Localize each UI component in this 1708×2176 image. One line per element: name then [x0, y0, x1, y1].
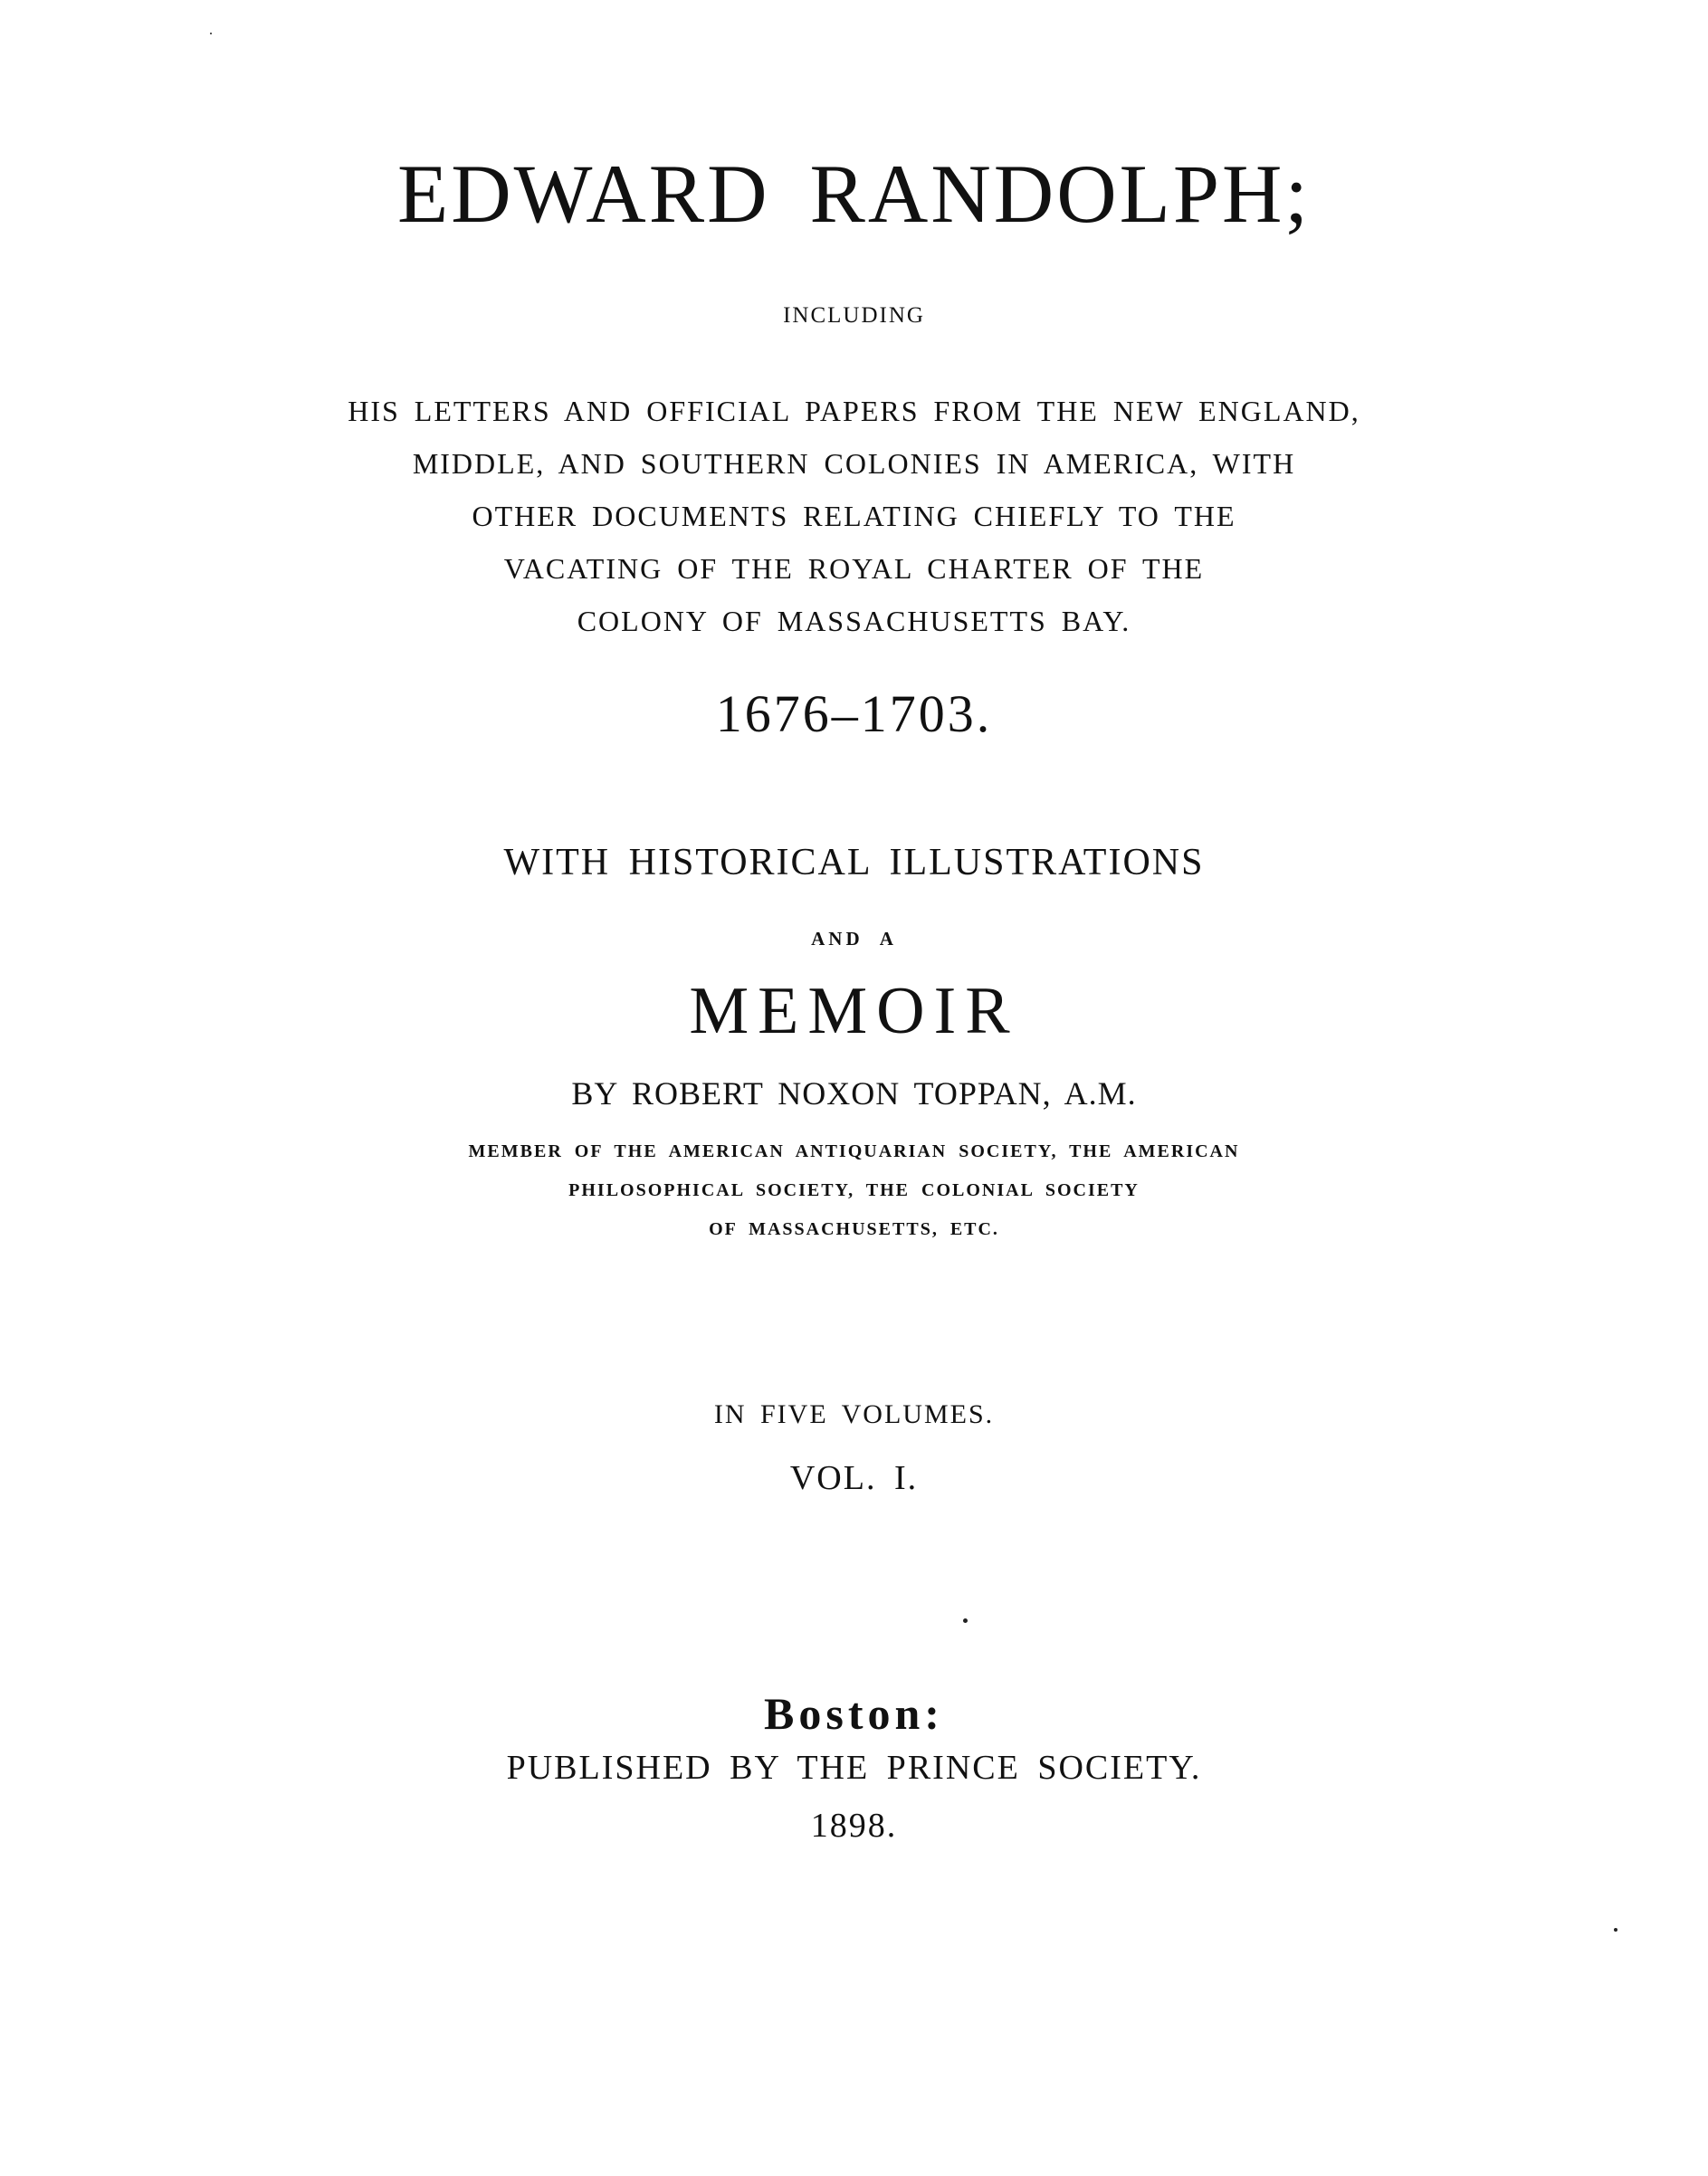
volume-number: VOL. I. [789, 1459, 919, 1497]
author-credentials-line: MEMBER OF THE AMERICAN ANTIQUARIAN SOCIETY, THE AMERICAN [468, 1141, 1240, 1161]
description-line: OTHER DOCUMENTS RELATING CHIEFLY TO THE [472, 500, 1236, 532]
publication-place: Boston: [764, 1688, 944, 1739]
author-credentials-line: OF MASSACHUSETTS, ETC. [709, 1219, 999, 1239]
volume-count: IN FIVE VOLUMES. [713, 1399, 995, 1429]
publication-year: 1898. [810, 1807, 898, 1845]
illustrations-heading: WITH HISTORICAL ILLUSTRATIONS [503, 842, 1205, 883]
memoir-heading: MEMOIR [689, 974, 1019, 1048]
description-line: HIS LETTERS AND OFFICIAL PAPERS FROM THE NEW ENGLAND, [348, 395, 1360, 427]
including-label: INCLUDING [783, 303, 925, 328]
author-byline: BY ROBERT NOXON TOPPAN, A.M. [571, 1075, 1137, 1112]
and-a-label: AND A [811, 928, 897, 950]
description-line: VACATING OF THE ROYAL CHARTER OF THE [503, 552, 1205, 585]
description-line: MIDDLE, AND SOUTHERN COLONIES IN AMERICA, WITH [412, 447, 1296, 480]
scan-speck [1614, 1928, 1617, 1932]
author-credentials-line: PHILOSOPHICAL SOCIETY, THE COLONIAL SOCIETY [568, 1180, 1140, 1200]
scan-speck [963, 1618, 968, 1623]
book-title: EDWARD RANDOLPH; [397, 148, 1311, 240]
date-range: 1676–1703. [715, 684, 993, 743]
publisher-line: PUBLISHED BY THE PRINCE SOCIETY. [506, 1749, 1202, 1787]
scan-speck [210, 33, 212, 34]
description-line: COLONY OF MASSACHUSETTS BAY. [577, 605, 1131, 637]
